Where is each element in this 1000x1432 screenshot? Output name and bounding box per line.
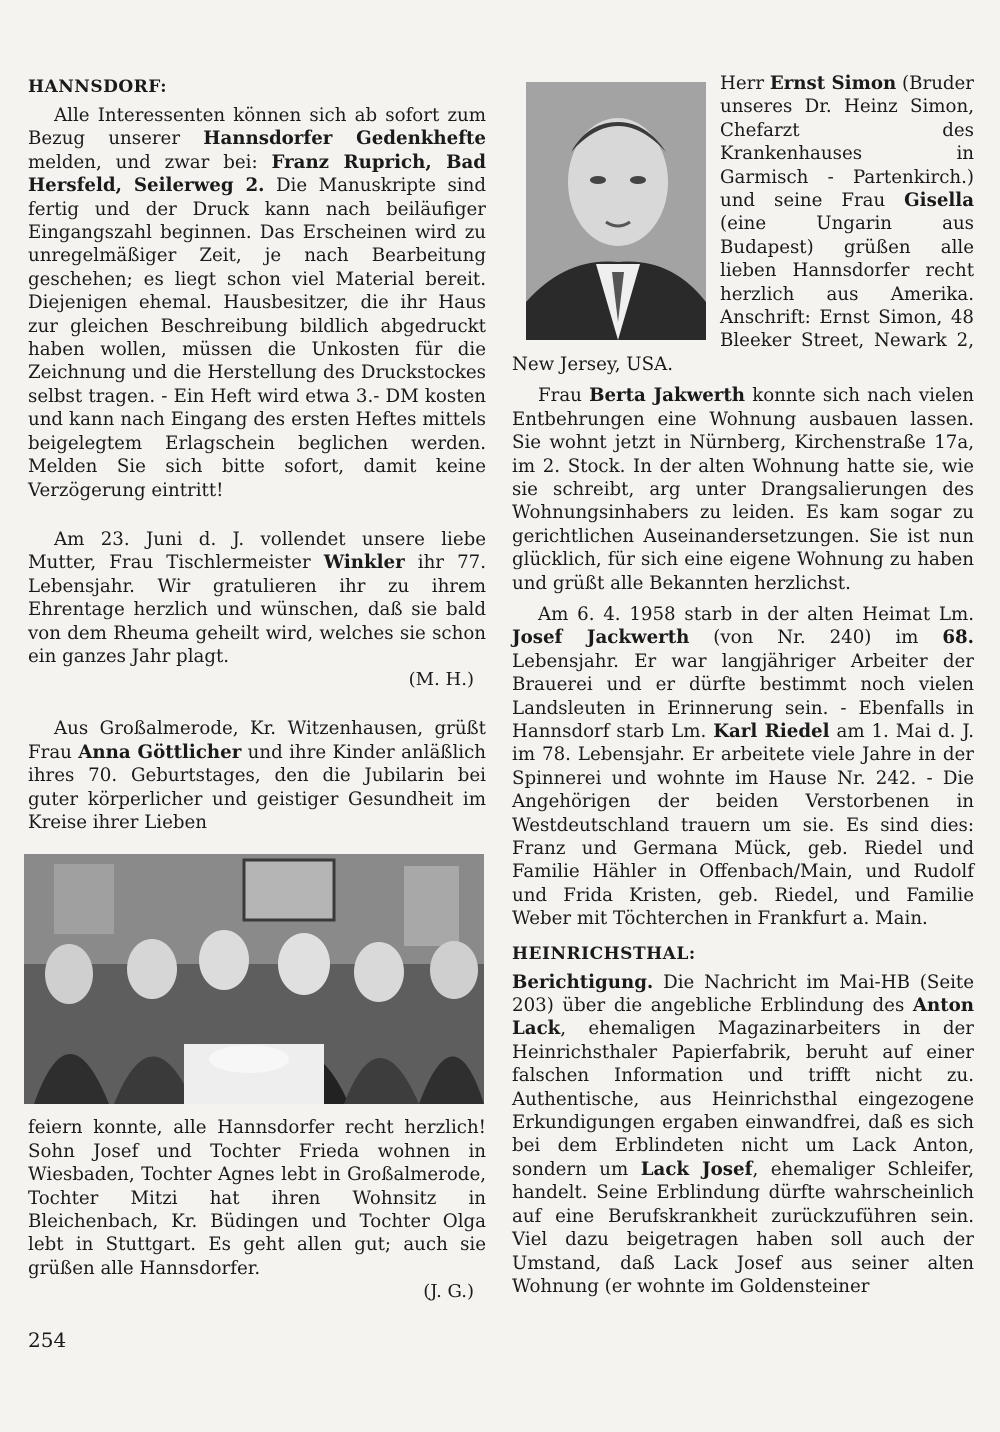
right-column [512, 72, 974, 1298]
group-photo [24, 854, 484, 1104]
article-goettlicher-continued: feiern konnte, alle Hannsdorfer recht herzlich! Sohn Josef und Tochter Frieda wohnen in Wiesbaden, Tochter Agnes lebt in Großalmerode, Tochter Mitzi hat ihren Wohnsitz in Bleichenbach, Kr. Büdingen und Tochter Olga lebt in Stuttgart. Es geht allen gut; auch sie grüßen alle Hannsdorfer. [28, 1117, 486, 1279]
section-heading-hannsdorf: HANNSDORF: [28, 77, 168, 97]
article-obituaries: Am 6. 4. 1958 starb in der alten Heimat Lm. Josef Jackwerth (von Nr. 240) im 68. Lebensjahr. Er war langjähriger Arbeiter der Brauerei und er dürfte bestimmt noch vielen Landsleuten in Erinnerung sein. - Ebenfalls in Hannsdorf starb Lm. Karl Riedel am 1. Mai d. J. im 78. Lebensjahr. Er arbeitete viele Jahre in der Spinnerei und wohnte im Hause Nr. 242. - Die Angehörigen der beiden Verstorbenen in Westdeutschland trauern um sie. Es sind dies: Franz und Germana Mück, geb. Riedel und Familie Hähler in Offenbach/Main, und Rudolf und Frida Kristen, geb. Riedel, und Familie Weber mit Töchterchen in Frankfurt a. Main. [512, 603, 974, 930]
portrait-ernst-simon [526, 82, 706, 340]
left-column [28, 72, 486, 1303]
page-number: 254 [28, 1328, 67, 1352]
portrait-image [526, 82, 706, 340]
article-berichtigung: Berichtigung. Die Nachricht im Mai-HB (Seite 203) über die angebliche Erblindung des Anton Lack, ehemaligen Magazinarbeiters in der Heinrichsthaler Papierfabrik, beruht auf einer falschen Information und trifft nicht zu. Authentische, aus Heinrichsthal eingezogene Erkundigungen ergaben einwandfrei, daß es sich bei dem Erblindeten nicht um Lack Anton, sondern um Lack Josef, ehemaliger Schleifer, handelt. Seine Erblindung dürfte wahrscheinlich auf eine Berufskrankheit zurückzuführen sein. Viel dazu beigetragen haben soll auch der Umstand, daß Lack Josef aus seiner alten Wohnung (er wohnte im Goldensteiner [512, 971, 974, 1297]
article-winkler-birthday: Am 23. Juni d. J. vollendet unsere liebe Mutter, Frau Tischlermeister Winkler ihr 77. Lebensjahr. Wir gratulieren ihr zu ihrem Ehrentage herzlich und wünschen, daß sie bald von dem Rheuma geheilt wird, welches sie schon ein ganzes Jahr plagt. [28, 528, 486, 667]
article-goettlicher: Aus Großalmerode, Kr. Witzenhausen, grüßt Frau Anna Göttlicher und ihre Kinder anläßlich ihres 70. Geburtstages, den die Jubilarin bei guter körperlicher und geistiger Gesundheit im Kreise ihrer Lieben [28, 718, 486, 833]
article-gedenkhefte: Alle Interessenten können sich ab sofort zum Bezug unserer Hannsdorfer Gedenkhefte melden, und zwar bei: Franz Ruprich, Bad Hersfeld, Seilerweg 2. Die Manuskripte sind fertig und der Druck kann nach beiläufiger Eingangszahl beginnen. Das Erscheinen wird zu unregelmäßiger Zeit, je nach Bearbeitung geschehen; es liegt schon viel Material bereit. Diejenigen ehemal. Hausbesitzer, die ihr Haus zur gleichen Beschreibung bildlich abgedruckt haben wollen, müssen die Unkosten für die Zeichnung und die Herstellung des Druckstockes selbst tragen. - Ein Heft wird etwa 3.- DM kosten und kann nach Eingang des ersten Heftes mittels beigelegtem Erlagschein beglichen werden. Melden Sie sich bitte sofort, damit keine Verzögerung eintritt! [28, 105, 486, 501]
section-heading-heinrichsthal: HEINRICHSTHAL: [512, 943, 696, 964]
group-photo-image [24, 854, 484, 1104]
article-ernst-simon: Herr Ernst Simon (Bruder unseres Dr. Heinz Simon, Chefarzt des Krankenhauses in Garmisch - Partenkirch.) und seine Frau Gisella (eine Ungarin aus Budapest) grüßen alle lieben Hannsdorfer recht herzlich aus Amerika. Anschrift: Ernst Simon, 48 Bleeker Street, Newark 2, New Jersey, USA. [512, 73, 975, 375]
article-berta-jakwerth: Frau Berta Jakwerth konnte sich nach vielen Entbehrungen eine Wohnung ausbauen lassen. Sie wohnt jetzt in Nürnberg, Kirchenstraße 17a, im 2. Stock. In der alten Wohnung hatte sie, wie sie schreibt, arg unter Drangsalierungen des Wohnungsinhabers zu leiden. Es kam sogar zu gerichtlichen Auseinandersetzungen. Sie ist nun glücklich, für sich eine eigene Wohnung zu haben und grüßt alle Bekannten herzlichst. [512, 385, 974, 594]
signature-mh: (M. H.) [408, 669, 474, 691]
signature-jg: (J. G.) [423, 1281, 474, 1303]
